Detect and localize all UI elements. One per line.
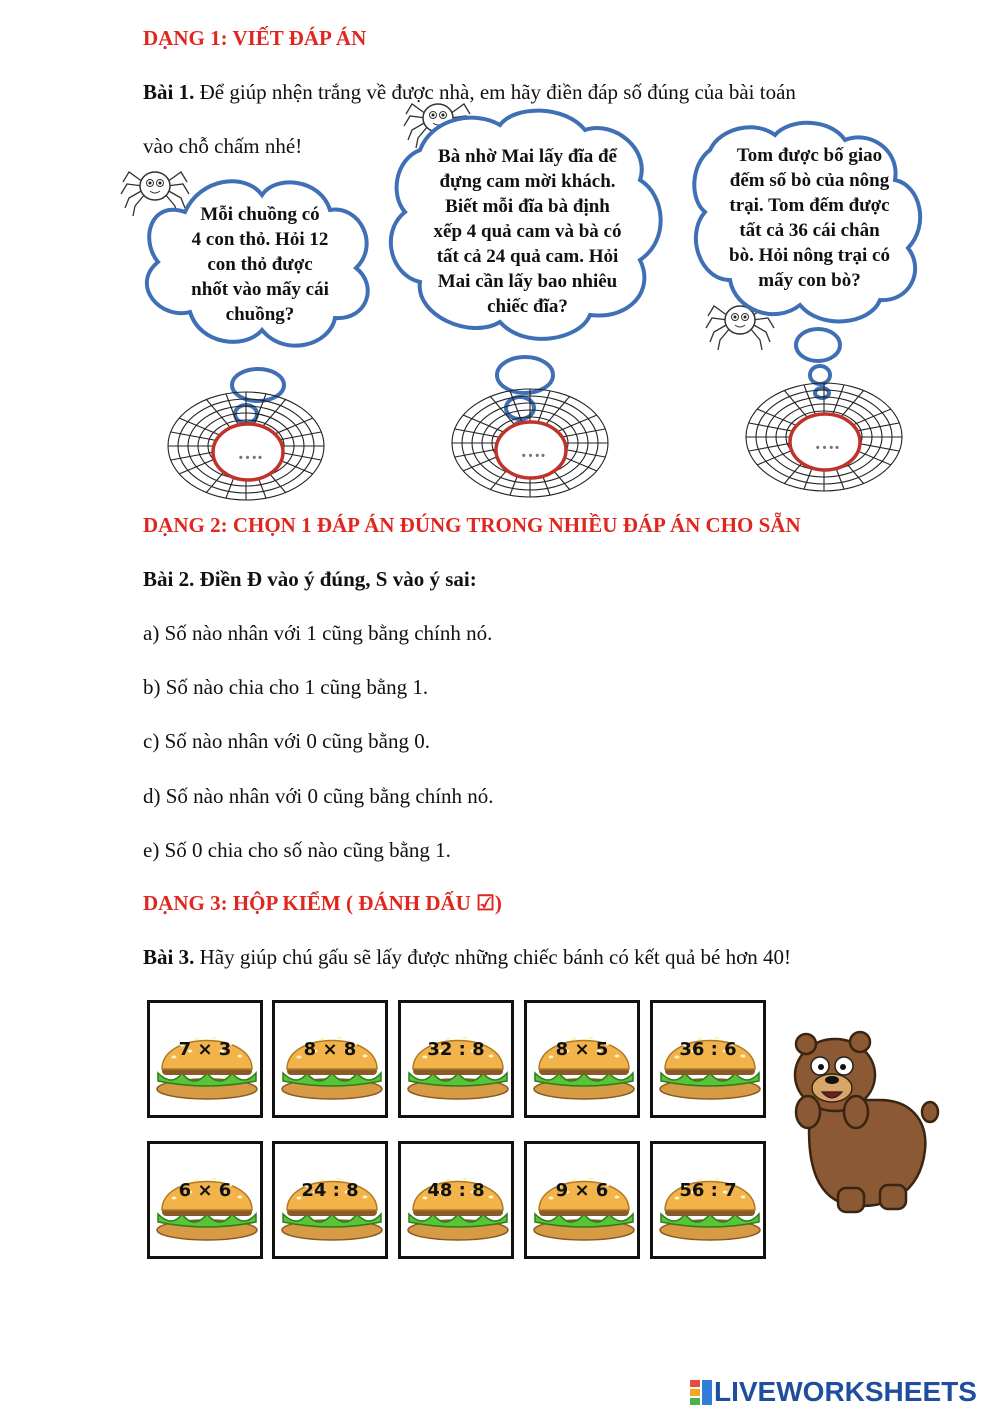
burger-label: 36 : 6 <box>679 1039 737 1060</box>
burger-label: 9 × 6 <box>555 1180 609 1201</box>
exercise2-title: Bài 2. Điền Đ vào ý đúng, S vào ý sai: <box>143 567 477 591</box>
burger-checkbox-1[interactable] <box>147 1000 263 1118</box>
exercise1-label: Bài 1. <box>143 80 195 104</box>
burger-label: 56 : 7 <box>679 1180 737 1201</box>
bear-illustration-icon <box>780 1020 940 1220</box>
burger-checkbox-9[interactable] <box>524 1141 640 1259</box>
answer-input-2[interactable] <box>491 437 575 465</box>
exercise3-instruction-text: Hãy giúp chú gấu sẽ lấy được những chiếc bánh có kết quả bé hơn 40! <box>194 945 791 969</box>
exercise3-instruction <box>143 945 791 970</box>
burger-label: 8 × 8 <box>303 1039 357 1060</box>
section1-heading: DẠNG 1: VIẾT ĐÁP ÁN <box>143 26 367 50</box>
exercise1-instruction-line2: vào chỗ chấm nhé! <box>143 134 303 158</box>
section3-heading: DẠNG 3: HỘP KIỂM ( ĐÁNH DẤU ☑) <box>143 891 502 915</box>
answer-input-1[interactable] <box>208 439 292 467</box>
liveworksheets-logo-icon <box>690 1378 714 1406</box>
problem-1-text: Mỗi chuồng có 4 con thỏ. Hỏi 12 con thỏ được nhốt vào mấy cái chuồng? <box>191 204 329 325</box>
exercise1-instruction-text: Để giúp nhện trắng về được nhà, em hãy điền đáp số đúng của bài toán <box>194 80 796 104</box>
burger-label: 6 × 6 <box>178 1180 232 1201</box>
statement-d: d) Số nào nhân với 0 cũng bằng chính nó. <box>143 784 494 808</box>
burger-checkbox-4[interactable] <box>524 1000 640 1118</box>
burger-checkbox-10[interactable] <box>650 1141 766 1259</box>
burger-checkbox-6[interactable] <box>147 1141 263 1259</box>
burger-checkbox-3[interactable] <box>398 1000 514 1118</box>
statement-a: a) Số nào nhân với 1 cũng bằng chính nó. <box>143 621 493 645</box>
statement-e: e) Số 0 chia cho số nào cũng bằng 1. <box>143 838 451 862</box>
burger-checkbox-8[interactable] <box>398 1141 514 1259</box>
burger-label: 8 × 5 <box>555 1039 609 1060</box>
burger-checkbox-2[interactable] <box>272 1000 388 1118</box>
statement-b: b) Số nào chia cho 1 cũng bằng 1. <box>143 675 429 699</box>
problem-2-text: Bà nhờ Mai lấy đĩa để đựng cam mời khách. Biết mỗi đĩa bà định xếp 4 quả cam và bà có tất cả 24 quả cam. Hỏi Mai cần lấy bao nhiêu chiếc đĩa? <box>433 146 622 317</box>
burger-label: 32 : 8 <box>427 1039 485 1060</box>
burger-checkbox-5[interactable] <box>650 1000 766 1118</box>
brand-name: LIVEWORKSHEETS <box>714 1376 977 1407</box>
answer-input-3[interactable] <box>785 429 869 457</box>
problem-3-text: Tom được bố giao đếm số bò của nông trại. Tom đếm được tất cả 36 cái chân bò. Hỏi nông trại có mấy con bò? <box>729 145 890 291</box>
statement-c: c) Số nào nhân với 0 cũng bằng 0. <box>143 729 430 753</box>
burger-label: 24 : 8 <box>301 1180 359 1201</box>
section2-heading: DẠNG 2: CHỌN 1 ĐÁP ÁN ĐÚNG TRONG NHIỀU ĐÁP ÁN CHO SẴN <box>143 513 801 537</box>
burger-label: 7 × 3 <box>178 1039 232 1060</box>
exercise3-label: Bài 3. <box>143 945 195 969</box>
burger-checkbox-7[interactable] <box>272 1141 388 1259</box>
burger-label: 48 : 8 <box>427 1180 485 1201</box>
liveworksheets-logo <box>690 1375 977 1409</box>
